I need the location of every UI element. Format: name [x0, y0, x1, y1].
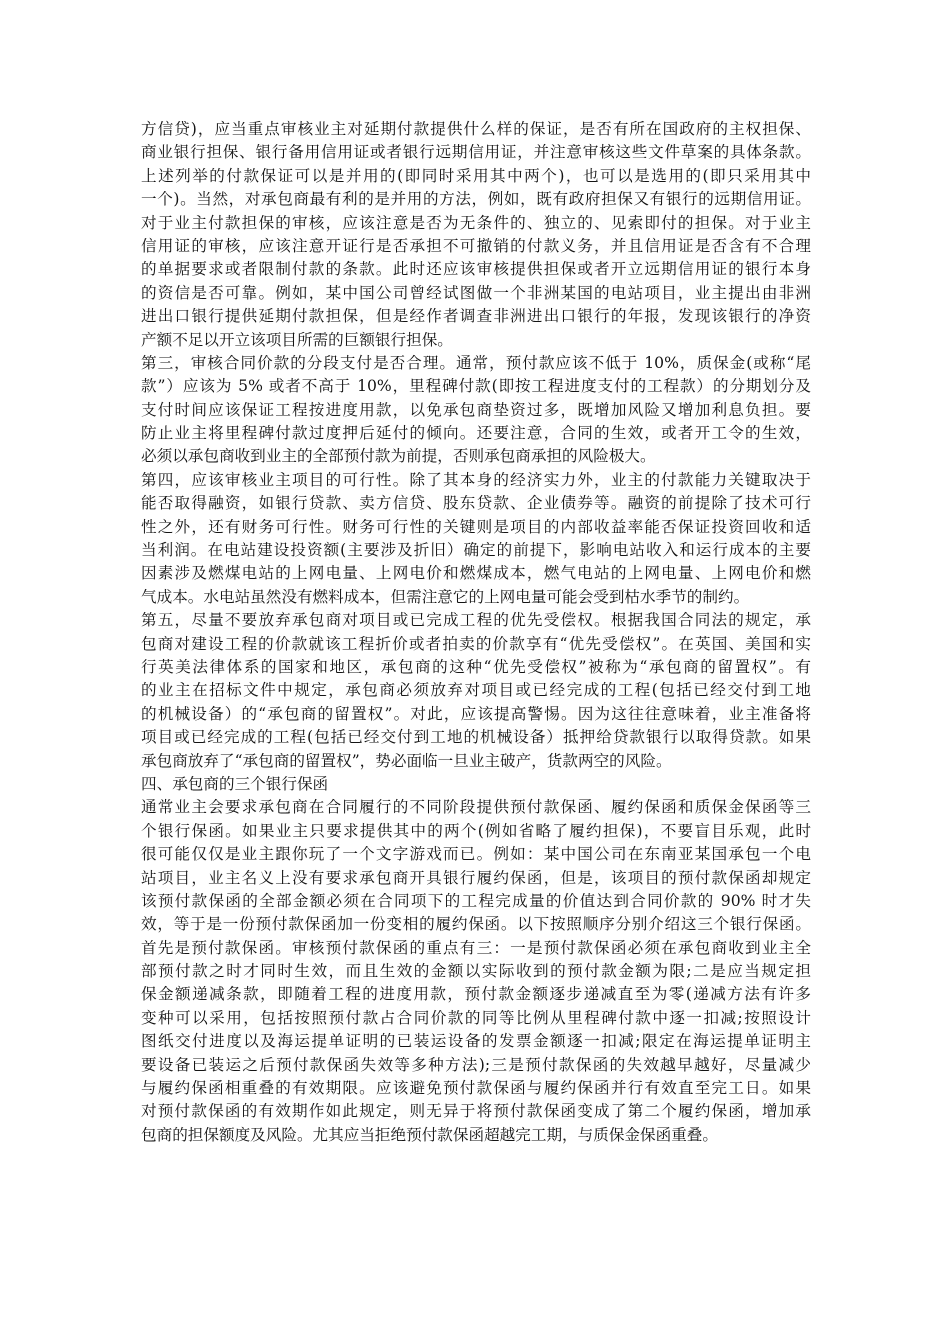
- text-line: 上述列举的付款保证可以是并用的(即同时采用其中两个)，也可以是选用的(即只采用其中: [141, 166, 811, 185]
- text-line: 变种可以采用，包括按照预付款占合同价款的同等比例从里程碑付款中逐一扣减;按照设计: [141, 1008, 811, 1027]
- text-line: 产额不足以开立该项目所需的巨额银行担保。: [141, 330, 453, 349]
- text-line: 对预付款保函的有效期作如此规定，则无异于将预付款保函变成了第二个履约保函，增加承: [141, 1102, 811, 1121]
- text-line: 性之外，还有财务可行性。财务可行性的关键则是项目的内部收益率能否保证投资回收和适: [141, 517, 811, 536]
- text-line: 因素涉及燃煤电站的上网电量、上网电价和燃煤成本，燃气电站的上网电量、上网电价和燃: [141, 564, 811, 583]
- text-line: 很可能仅仅是业主跟你玩了一个文字游戏而已。例如：某中国公司在东南亚某国承包一个电: [141, 845, 811, 864]
- text-line: 的资信是否可靠。例如，某中国公司曾经试图做一个非洲某国的电站项目，业主提出由非洲: [141, 283, 811, 302]
- text-line: 效，等于是一份预付款保函加一份变相的履约保函。以下按照顺序分别介绍这三个银行保函。: [141, 915, 811, 934]
- text-line: 第三，审核合同价款的分段支付是否合理。通常，预付款应该不低于 10%，质保金(或称“尾: [141, 353, 811, 372]
- text-line: 一个)。当然，对承包商最有利的是并用的方法，例如，既有政府担保又有银行的远期信用证。: [141, 190, 811, 209]
- text-line: 四、承包商的三个银行保函: [141, 774, 329, 793]
- text-line: 承包商放弃了“承包商的留置权”，势必面临一旦业主破产，货款两空的风险。: [141, 751, 672, 770]
- text-line: 图纸交付进度以及海运提单证明的已装运设备的发票金额逐一扣减;限定在海运提单证明主: [141, 1032, 811, 1051]
- text-line: 要设备已装运之后预付款保函失效等多种方法);三是预付款保函的失效越早越好，尽量减少: [141, 1055, 811, 1074]
- text-line: 保金额递减条款，即随着工程的进度用款，预付款金额逐步递减直至为零(递减方法有许多: [141, 985, 811, 1004]
- body-text: [141, 118, 811, 1147]
- text-line: 的单据要求或者限制付款的条款。此时还应该审核提供担保或者开立远期信用证的银行本身: [141, 260, 811, 279]
- text-line: 款”）应该为 5% 或者不高于 10%，里程碑付款(即按工程进度支付的工程款）的分期划分及: [141, 377, 811, 396]
- text-line: 通常业主会要求承包商在合同履行的不同阶段提供预付款保函、履约保函和质保金保函等三: [141, 798, 811, 817]
- text-line: 该预付款保函的全部金额必须在合同项下的工程完成量的价值达到合同价款的 90% 时才失: [141, 891, 811, 910]
- text-line: 与履约保函相重叠的有效期限。应该避免预付款保函与履约保函并行有效直至完工日。如果: [141, 1079, 811, 1098]
- text-line: 首先是预付款保函。审核预付款保函的重点有三：一是预付款保函必须在承包商收到业主全: [141, 938, 811, 957]
- text-line: 方信贷)，应当重点审核业主对延期付款提供什么样的保证，是否有所在国政府的主权担保、: [141, 120, 811, 138]
- text-line: 支付时间应该保证工程按进度用款，以免承包商垫资过多，既增加风险又增加利息负担。要: [141, 400, 811, 419]
- text-line: 防止业主将里程碑付款过度押后延付的倾向。还要注意，合同的生效，或者开工令的生效，: [141, 424, 811, 443]
- text-line: 气成本。水电站虽然没有燃料成本，但需注意它的上网电量可能会受到枯水季节的制约。: [141, 587, 750, 606]
- text-line: 行英美法律体系的国家和地区，承包商的这种“优先受偿权”被称为“承包商的留置权”。有: [141, 657, 811, 676]
- text-line: 信用证的审核，应该注意开证行是否承担不可撤销的付款义务，并且信用证是否含有不合理: [141, 236, 811, 255]
- text-line: 第四，应该审核业主项目的可行性。除了其本身的经济实力外，业主的付款能力关键取决于: [141, 470, 811, 489]
- text-line: 商业银行担保、银行备用信用证或者银行远期信用证，并注意审核这些文件草案的具体条款。: [141, 143, 811, 162]
- text-line: 必须以承包商收到业主的全部预付款为前提，否则承包商承担的风险极大。: [141, 447, 656, 466]
- text-line: 进出口银行提供延期付款担保，但是经作者调查非洲进出口银行的年报，发现该银行的净资: [141, 307, 811, 326]
- text-line: 包商的担保额度及风险。尤其应当拒绝预付款保函超越完工期，与质保金保函重叠。: [141, 1125, 718, 1144]
- text-line: 项目或已经完成的工程(包括已经交付到工地的机械设备）抵押给贷款银行以取得贷款。如果: [141, 728, 811, 747]
- text-line: 部预付款之时才同时生效，而且生效的金额以实际收到的预付款金额为限;二是应当规定担: [141, 962, 811, 981]
- text-line: 个银行保函。如果业主只要求提供其中的两个(例如省略了履约担保)，不要盲目乐观，此时: [141, 821, 811, 840]
- text-line: 能否取得融资，如银行贷款、卖方信贷、股东贷款、企业债券等。融资的前提除了技术可行: [141, 494, 811, 513]
- text-line: 当利润。在电站建设投资额(主要涉及折旧）确定的前提下，影响电站收入和运行成本的主要: [141, 541, 811, 560]
- text-line: 对于业主付款担保的审核，应该注意是否为无条件的、独立的、见索即付的担保。对于业主: [141, 213, 811, 232]
- text-line: 的机械设备）的“承包商的留置权”。对此，应该提高警惕。因为这往往意味着，业主准备将: [141, 704, 811, 723]
- text-line: 包商对建设工程的价款就该工程折价或者拍卖的价款享有“优先受偿权”。在英国、美国和实: [141, 634, 811, 653]
- text-line: 的业主在招标文件中规定，承包商必须放弃对项目或已经完成的工程(包括已经交付到工地: [141, 681, 811, 700]
- text-line: 第五，尽量不要放弃承包商对项目或已完成工程的优先受偿权。根据我国合同法的规定，承: [141, 611, 811, 630]
- text-line: 站项目，业主名义上没有要求承包商开具银行履约保函，但是，该项目的预付款保函却规定: [141, 868, 811, 887]
